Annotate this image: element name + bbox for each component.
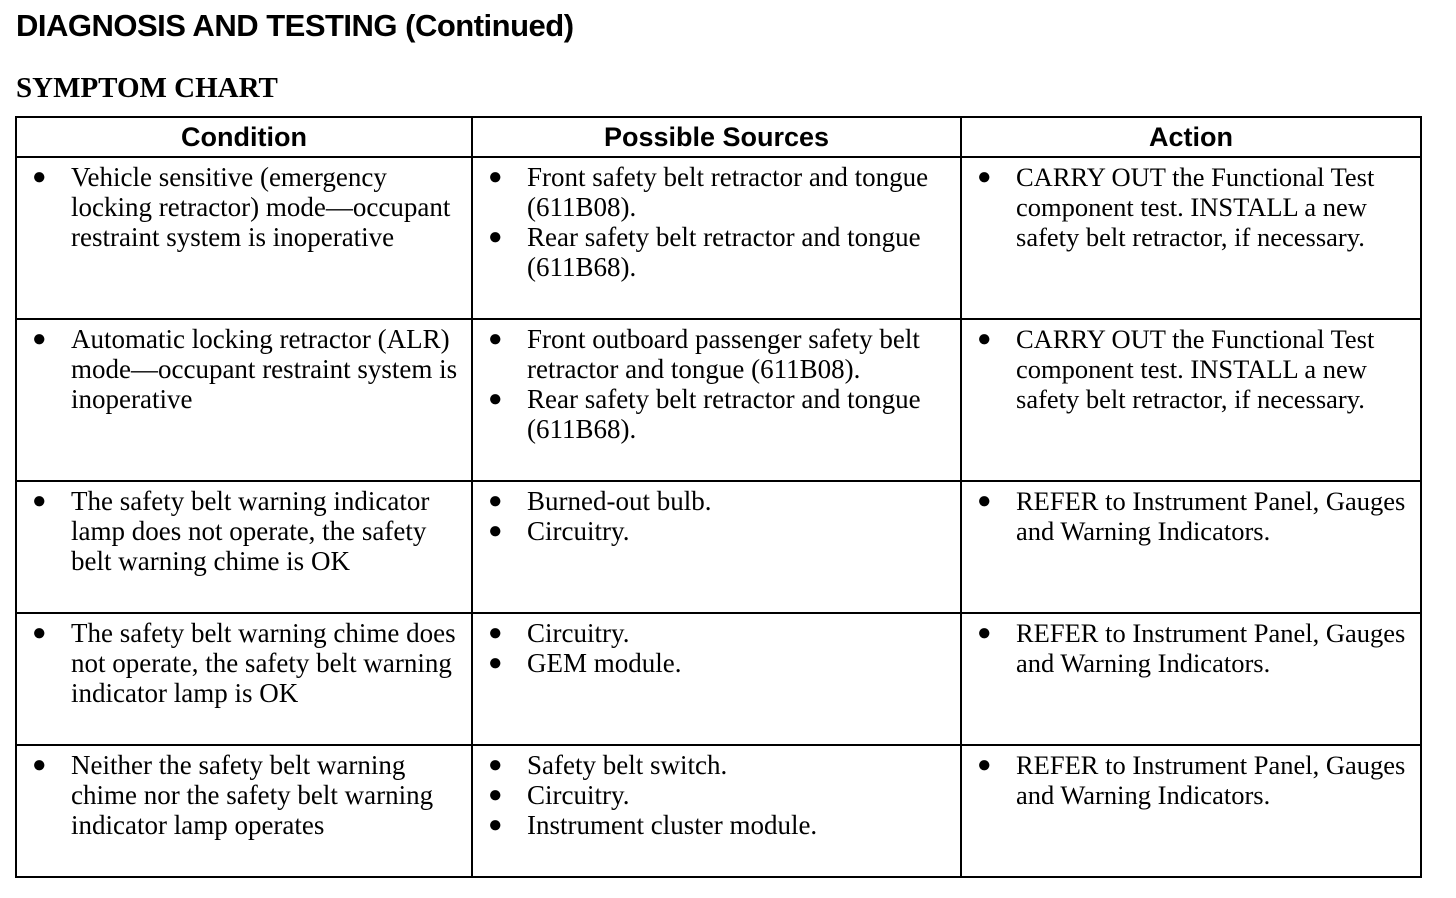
list-item bbox=[962, 486, 1420, 546]
source-text: Front safety belt retractor and tongue (611B08). bbox=[527, 162, 929, 222]
bullet-icon: ● bbox=[488, 752, 503, 778]
source-text: Rear safety belt retractor and tongue (611B68). bbox=[527, 222, 921, 282]
bullet-icon: ● bbox=[32, 752, 47, 778]
column-header-condition: Condition bbox=[16, 117, 472, 157]
action-cell bbox=[961, 745, 1421, 877]
bullet-icon: ● bbox=[32, 488, 47, 514]
bullet-icon: ● bbox=[488, 782, 503, 808]
symptom-chart-table bbox=[15, 116, 1422, 878]
source-text: Front outboard passenger safety belt retractor and tongue (611B08). bbox=[527, 324, 920, 384]
condition-cell bbox=[16, 613, 472, 745]
source-text: Circuitry. bbox=[527, 618, 630, 648]
condition-text: Automatic locking retractor (ALR) mode—occupant restraint system is inoperative bbox=[71, 324, 458, 414]
source-text: GEM module. bbox=[527, 648, 682, 678]
action-text: REFER to Instrument Panel, Gauges and Warning Indicators. bbox=[1016, 750, 1406, 810]
list-item bbox=[473, 618, 960, 648]
table-row bbox=[16, 319, 1421, 481]
action-cell bbox=[961, 481, 1421, 613]
bullet-icon: ● bbox=[977, 488, 992, 514]
action-cell bbox=[961, 613, 1421, 745]
column-header-action: Action bbox=[961, 117, 1421, 157]
list-item bbox=[962, 162, 1420, 252]
table-row bbox=[16, 613, 1421, 745]
list-item bbox=[473, 486, 960, 516]
source-text: Burned-out bulb. bbox=[527, 486, 712, 516]
list-item bbox=[473, 750, 960, 780]
list-item bbox=[473, 222, 960, 282]
source-text: Instrument cluster module. bbox=[527, 810, 818, 840]
sources-cell bbox=[472, 613, 961, 745]
sources-cell bbox=[472, 745, 961, 877]
action-cell bbox=[961, 157, 1421, 319]
list-item bbox=[473, 810, 960, 840]
sources-cell bbox=[472, 481, 961, 613]
list-item bbox=[473, 162, 960, 222]
source-text: Circuitry. bbox=[527, 516, 630, 546]
bullet-icon: ● bbox=[488, 812, 503, 838]
list-item bbox=[962, 324, 1420, 414]
bullet-icon: ● bbox=[32, 164, 47, 190]
list-item bbox=[17, 486, 471, 576]
table-row bbox=[16, 157, 1421, 319]
section-title: SYMPTOM CHART bbox=[16, 72, 278, 104]
condition-text: The safety belt warning indicator lamp does not operate, the safety belt warning chime is OK bbox=[71, 486, 430, 576]
condition-cell bbox=[16, 157, 472, 319]
source-text: Circuitry. bbox=[527, 780, 630, 810]
bullet-icon: ● bbox=[32, 620, 47, 646]
table-row bbox=[16, 745, 1421, 877]
bullet-icon: ● bbox=[488, 386, 503, 412]
list-item bbox=[17, 750, 471, 840]
column-header-possible-sources: Possible Sources bbox=[472, 117, 961, 157]
condition-cell bbox=[16, 481, 472, 613]
action-text: CARRY OUT the Functional Test component test. INSTALL a new safety belt retractor, if necessary. bbox=[1016, 162, 1375, 252]
action-cell bbox=[961, 319, 1421, 481]
list-item bbox=[962, 750, 1420, 810]
list-item bbox=[473, 384, 960, 444]
table-header-row bbox=[16, 117, 1421, 157]
list-item bbox=[962, 618, 1420, 678]
bullet-icon: ● bbox=[977, 620, 992, 646]
bullet-icon: ● bbox=[488, 224, 503, 250]
sources-cell bbox=[472, 157, 961, 319]
bullet-icon: ● bbox=[488, 326, 503, 352]
bullet-icon: ● bbox=[977, 326, 992, 352]
list-item bbox=[473, 516, 960, 546]
bullet-icon: ● bbox=[977, 752, 992, 778]
condition-text: Vehicle sensitive (emergency locking retractor) mode—occupant restraint system is inoperative bbox=[71, 162, 451, 252]
list-item bbox=[473, 780, 960, 810]
action-text: REFER to Instrument Panel, Gauges and Warning Indicators. bbox=[1016, 618, 1406, 678]
bullet-icon: ● bbox=[32, 326, 47, 352]
list-item bbox=[17, 618, 471, 708]
bullet-icon: ● bbox=[977, 164, 992, 190]
list-item bbox=[17, 162, 471, 252]
bullet-icon: ● bbox=[488, 164, 503, 190]
sources-cell bbox=[472, 319, 961, 481]
condition-cell bbox=[16, 319, 472, 481]
bullet-icon: ● bbox=[488, 488, 503, 514]
bullet-icon: ● bbox=[488, 518, 503, 544]
page-title: DIAGNOSIS AND TESTING (Continued) bbox=[16, 8, 574, 43]
source-text: Safety belt switch. bbox=[527, 750, 728, 780]
condition-cell bbox=[16, 745, 472, 877]
bullet-icon: ● bbox=[488, 650, 503, 676]
condition-text: Neither the safety belt warning chime nor the safety belt warning indicator lamp operates bbox=[71, 750, 434, 840]
list-item bbox=[17, 324, 471, 414]
action-text: REFER to Instrument Panel, Gauges and Warning Indicators. bbox=[1016, 486, 1406, 546]
condition-text: The safety belt warning chime does not operate, the safety belt warning indicator lamp is OK bbox=[71, 618, 456, 708]
table-row bbox=[16, 481, 1421, 613]
source-text: Rear safety belt retractor and tongue (611B68). bbox=[527, 384, 921, 444]
bullet-icon: ● bbox=[488, 620, 503, 646]
action-text: CARRY OUT the Functional Test component test. INSTALL a new safety belt retractor, if necessary. bbox=[1016, 324, 1375, 414]
list-item bbox=[473, 648, 960, 678]
list-item bbox=[473, 324, 960, 384]
